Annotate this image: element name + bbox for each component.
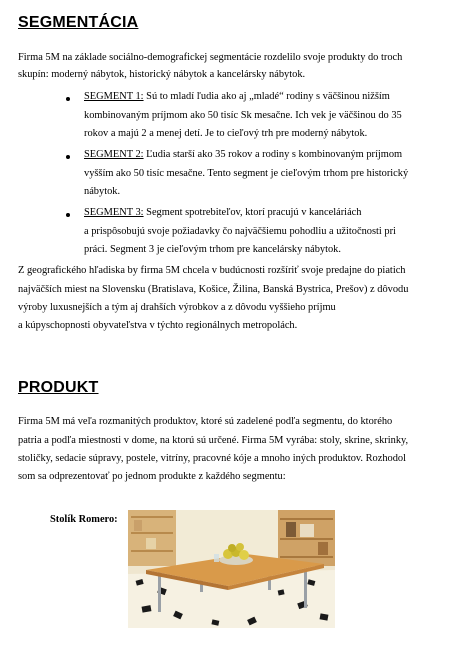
segment-3-line xyxy=(84,205,362,222)
geo-line: Z geografického hľadiska by firma 5M chcela v budúcnosti rozšíriť svoje predajne do piatich xyxy=(18,265,406,276)
heading-produkt: PRODUKT xyxy=(18,379,99,396)
produkt-line: som sa odprezentovať po jednom produkte z každého segmentu: xyxy=(18,471,286,482)
product-photo xyxy=(128,510,335,628)
segment-2-line: vyšším ako 50 tisíc mesačne. Tento segment je cieľovým trhom pre historický xyxy=(84,168,409,179)
heading-segmentacia: SEGMENTÁCIA xyxy=(18,14,139,31)
segment-1-line xyxy=(84,89,390,106)
geo-line: výroby luxusnejších a tým aj drahších výrobkov a z dôvodu vyššieho príjmu xyxy=(18,302,336,313)
segment-3-line: práci. Segment 3 je cieľovým trhom pre kancelársky nábytok. xyxy=(84,244,341,255)
intro-line: Firma 5M na základe sociálno-demografickej segmentácie rozdelilo svoje produkty do troch xyxy=(18,52,403,63)
segment-2-line: nábytok. xyxy=(84,186,121,197)
segment-2-text: Ľudia starší ako 35 rokov a rodiny s kombinovaným príjmom xyxy=(143,149,403,160)
geo-line: a kúpyschopnosti obyvateľstva v týchto regionálnych metropolách. xyxy=(18,320,298,331)
segment-1-line: kombinovaným príjmom ako 50 tisíc Sk mesačne. Ich vek je väčšinou do 35 xyxy=(84,110,402,121)
bullet-icon xyxy=(66,213,70,217)
product-caption: Stolík Romero: xyxy=(50,514,118,525)
segment-2-line xyxy=(84,147,402,164)
segment-3-label: SEGMENT 3: xyxy=(84,207,144,218)
produkt-line: Firma 5M má veľa rozmanitých produktov, ktoré sú zadelené podľa segmentu, do ktorého xyxy=(18,416,393,427)
segment-1-text: Sú to mladí ľudia ako aj „mladé“ rodiny s väčšinou nižším xyxy=(143,91,390,102)
segment-1-label: SEGMENT 1: xyxy=(84,91,144,102)
segment-3-line: a prispôsobujú svoje požiadavky čo najväčšiemu pohodliu a užitočnosti pri xyxy=(84,226,396,237)
intro-line: skupín: moderný nábytok, historický nábytok a kancelársky nábytok. xyxy=(18,69,306,80)
segment-2-label: SEGMENT 2: xyxy=(84,149,144,160)
bullet-icon xyxy=(66,97,70,101)
bullet-icon xyxy=(66,155,70,159)
produkt-line: stoličky, sedacie súpravy, postele, vitríny, pracovné kóje a mnoho iných produktov. Rozhodol xyxy=(18,453,407,464)
segment-3-text: Segment spotrebiteľov, ktorí pracujú v kanceláriách xyxy=(143,207,362,218)
segment-1-line: rokov a majú 2 a menej detí. Je to cieľový trh pre moderný nábytok. xyxy=(84,128,368,139)
geo-line: najväčších miest na Slovensku (Bratislava, Košice, Žilina, Banská Bystrica, Prešov) z dôvodu xyxy=(18,284,409,295)
produkt-line: patria a podľa miestnosti v dome, na ktorú sú určené. Firma 5M vyrába: stoly, skrine, skrinky, xyxy=(18,435,409,446)
